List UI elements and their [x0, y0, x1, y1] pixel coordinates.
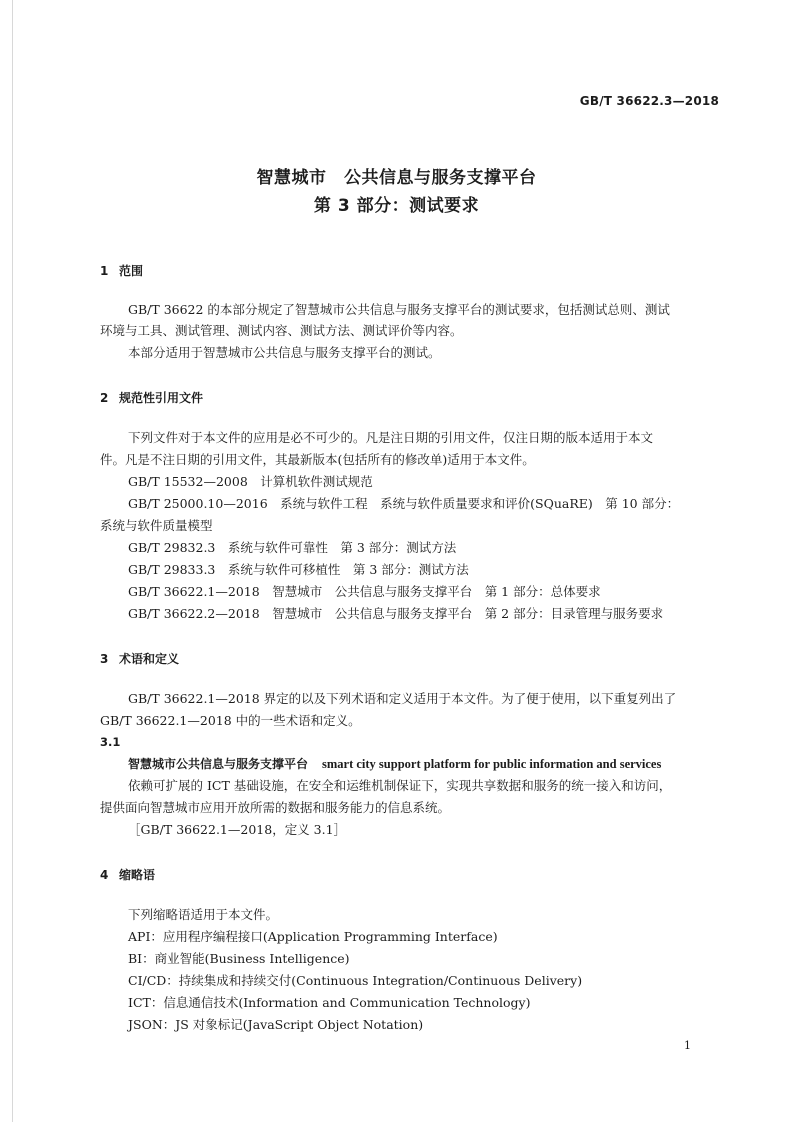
paragraph-line: 下列文件对于本文件的应用是必不可少的。凡是注日期的引用文件，仅注日期的版本适用于本文 — [128, 430, 654, 445]
paragraph-line: GB/T 36622.1—2018 界定的以及下列术语和定义适用于本文件。为了便于使用，以下重复列出了 — [128, 691, 677, 706]
reference-item: GB/T 36622.2—2018 智慧城市 公共信息与服务支撑平台 第 2 部分：目录管理与服务要求 — [128, 606, 664, 621]
term-chinese: 智慧城市公共信息与服务支撑平台 — [128, 757, 309, 771]
section-number: 3 — [100, 652, 109, 666]
document-subtitle: 第 3 部分：测试要求 — [313, 196, 480, 216]
reference-item: GB/T 36622.1—2018 智慧城市 公共信息与服务支撑平台 第 1 部分：总体要求 — [128, 584, 601, 599]
section-heading-normative-references — [100, 389, 203, 406]
section-title: 缩略语 — [119, 868, 156, 882]
paragraph-line: GB/T 36622.1—2018 中的一些术语和定义。 — [100, 713, 361, 728]
reference-item: GB/T 15532—2008 计算机软件测试规范 — [128, 474, 373, 489]
definition-line: 依赖可扩展的 ICT 基础设施，在安全和运维机制保证下，实现共享数据和服务的统一接入和访问， — [128, 778, 672, 793]
definition-line: 提供面向智慧城市应用开放所需的数据和服务能力的信息系统。 — [100, 800, 451, 815]
term-english: smart city support platform for public information and services — [322, 757, 662, 771]
paragraph-line: GB/T 36622 的本部分规定了智慧城市公共信息与服务支撑平台的测试要求，包括测试总则、测试 — [128, 302, 670, 317]
section-title: 范围 — [119, 264, 144, 278]
section-heading-abbreviations — [100, 866, 155, 883]
section-title: 术语和定义 — [119, 652, 180, 666]
section-heading-scope — [100, 262, 143, 279]
paragraph-line: 件。凡是不注日期的引用文件，其最新版本(包括所有的修改单)适用于本文件。 — [100, 452, 535, 467]
reference-item: GB/T 29833.3 系统与软件可移植性 第 3 部分：测试方法 — [128, 562, 469, 577]
paragraph-line: 本部分适用于智慧城市公共信息与服务支撑平台的测试。 — [128, 345, 441, 360]
section-title: 规范性引用文件 — [119, 391, 204, 405]
page-number: 1 — [684, 1039, 691, 1052]
abbreviation-item: API：应用程序编程接口(Application Programming Interface) — [128, 929, 498, 944]
section-number: 1 — [100, 264, 109, 278]
reference-item: GB/T 25000.10—2016 系统与软件工程 系统与软件质量要求和评价(SQuaRE) 第 10 部分： — [128, 496, 680, 511]
term-entry — [128, 756, 661, 772]
abbreviation-item: ICT：信息通信技术(Information and Communication Technology) — [128, 995, 531, 1010]
paragraph-line: 下列缩略语适用于本文件。 — [128, 907, 279, 922]
section-heading-terms-definitions — [100, 650, 179, 667]
term-number: 3.1 — [100, 735, 121, 749]
paragraph-line: 环境与工具、测试管理、测试内容、测试方法、测试评价等内容。 — [100, 323, 463, 338]
abbreviation-item: JSON：JS 对象标记(JavaScript Object Notation) — [128, 1017, 424, 1032]
section-number: 2 — [100, 391, 109, 405]
reference-item: GB/T 29832.3 系统与软件可靠性 第 3 部分：测试方法 — [128, 540, 457, 555]
abbreviation-item: CI/CD：持续集成和持续交付(Continuous Integration/Continuous Delivery) — [128, 973, 583, 988]
section-number: 4 — [100, 868, 109, 882]
standard-number: GB/T 36622.3—2018 — [579, 94, 719, 108]
definition-source: ［GB/T 36622.1—2018，定义 3.1］ — [128, 822, 347, 837]
reference-item-continued: 系统与软件质量模型 — [100, 518, 213, 533]
document-title: 智慧城市 公共信息与服务支撑平台 — [256, 168, 537, 188]
abbreviation-item: BI：商业智能(Business Intelligence) — [128, 951, 350, 966]
